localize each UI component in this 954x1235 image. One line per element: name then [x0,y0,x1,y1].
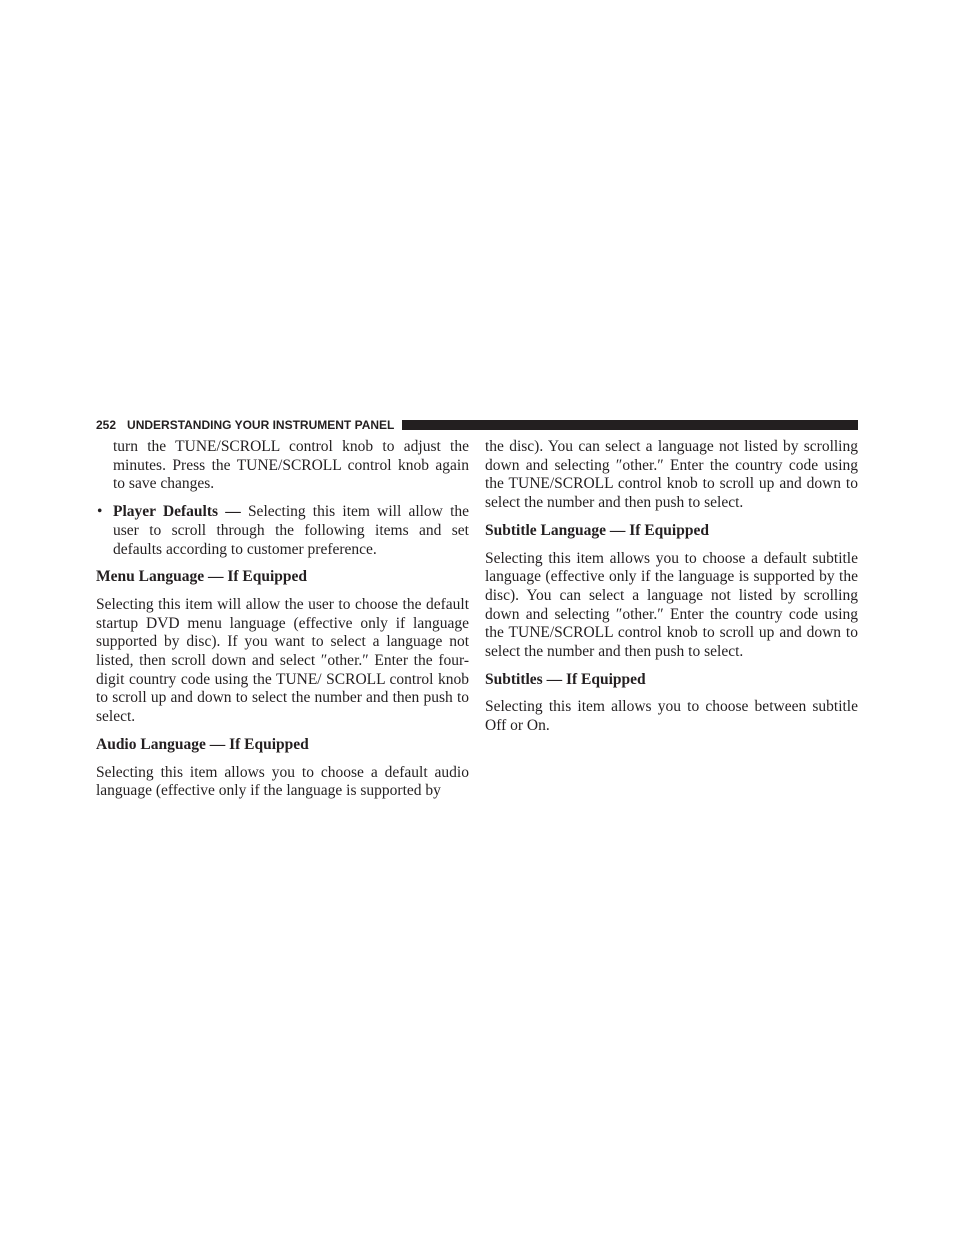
continuation-paragraph: turn the TUNE/SCROLL control knob to adjust the minutes. Press the TUNE/SCROLL control knob again to save changes. [113,438,469,493]
left-column [96,438,469,810]
paragraph-audio-language-continued: the disc). You can select a language not listed by scrolling down and selecting ″other.″ Enter the country code using the TUNE/SCROLL control knob to scroll up and down to select the number and then push to select. [485,438,858,512]
bullet-item-player-defaults [96,503,469,559]
bullet-mark: • [97,503,103,521]
bullet-label: Player Defaults — [113,503,241,521]
heading-subtitle-language: Subtitle Language — If Equipped [485,521,709,539]
page-header [96,417,858,433]
heading-subtitles: Subtitles — If Equipped [485,670,646,688]
bullet-text: Selecting this item will allow the user to scroll through the following items and set defaults according to customer preference. [113,503,470,558]
heading-audio-language: Audio Language — If Equipped [96,735,309,753]
paragraph-audio-language: Selecting this item allows you to choose a default audio language (effective only if the language is supported by [96,763,469,800]
page-number: 252 [96,418,117,432]
section-title: UNDERSTANDING YOUR INSTRUMENT PANEL [127,418,395,432]
paragraph-subtitles: Selecting this item allows you to choose between subtitle Off or On. [485,698,858,735]
paragraph-subtitle-language: Selecting this item allows you to choose a default subtitle language (effective only if the language is supported by the disc). You can select a language not listed by scrolling down and selecting ″other.″ Enter the country code using the TUNE/SCROLL control knob to scroll up and down to select the number and then push to select. [485,549,858,661]
heading-menu-language: Menu Language — If Equipped [96,568,308,586]
paragraph-menu-language: Selecting this item will allow the user to choose the default startup DVD menu language (effective only if language supported by disc). If you want to select a language not listed, then scroll down and select ″other.″ Enter the four-digit country code using the TUNE/ SCROLL control knob to scroll up and down to select the number and then push to select. [96,595,469,726]
right-column [485,438,858,745]
header-rule-bar [402,420,858,430]
